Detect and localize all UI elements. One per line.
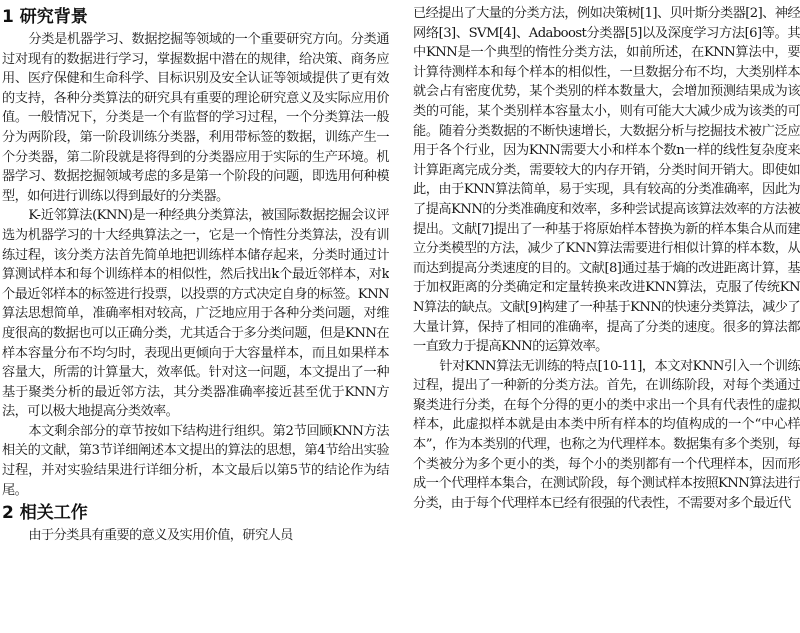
left-column <box>2 4 389 632</box>
paragraph-paper-organization: 本文剩余部分的章节按如下结构进行组织。第2节回顾KNN方法相关的文献，第3节详细阐述本文提出的算法的思想，第4节给出实验过程，并对实验结果进行详细分析，本文最后以第5节的结论作为结尾。 <box>2 423 389 498</box>
paragraph-related-work-continued: 已经提出了大量的分类方法，例如决策树[1]、贝叶斯分类器[2]、神经网络[3]、SVM[4]、Adaboost分类器[5]以及深度学习方法[6]等。其中KNN是一个典型的惰性分类方法，如前所述，在KNN算法中，要计算待测样本和每个样本的相似性，一旦数据分布不均，大类别样本就会占有密度优势，某个类别的样本数量大，会增加预测结果成为该类的可能，某个类别样本容量太小，则有可能大大减少成为该类的可能。随着分类数据的不断快速增长，大数据分析与挖掘技术被广泛应用于各个行业，因为KNN需要大小和样本个数n一样的线性复杂度来计算距离完成分类，需要较大的内存开销，分类时间开销大。即使如此，由于KNN算法简单，易于实现，具有较高的分类准确率，因此为了提高KNN的分类准确度和效率，多种尝试提高该算法效率的方法被提出。文献[7]提出了一种基于将原始样本替换为新的样本集合从而建立分类模型的方法，减少了KNN算法需要进行相似计算的样本数，从而达到提高分类速度的目的。文献[8]通过基于熵的改进距离计算，基于加权距离的分类确定和定量转换来改进KNN算法，克服了传统KNN算法的缺点。文献[9]构建了一种基于KNN的快速分类算法，减少了大量计算，保持了相同的准确率，提高了分类的速度。很多的算法都一直致力于提高KNN的运算效率。 <box>413 6 800 355</box>
paragraph-related-work-start: 由于分类具有重要的意义及实用价值，研究人员 <box>28 528 293 544</box>
paragraph-proposed-method: 针对KNN算法无训练的特点[10-11]，本文对KNN引入一个训练过程，提出了一种新的分类方法。首先，在训练阶段，对每个类通过聚类进行分类，在每个分得的更小的类中求出一个具有代表性的虚拟样本，此虚拟样本就是由本类中所有样本的均值构成的一个“中心样本”，作为本类别的代理，也称之为代理样本。数据集有多个类别，每个类被分为多个更小的类，每个小的类别都有一个代理样本，因而形成一个代理样本集合，在测试阶段，每个测试样本按照KNN算法进行分类，由于每个代理样本已经有很强的代表性，不需要对多个最近代 <box>413 358 800 511</box>
right-column <box>413 4 800 632</box>
paragraph-knn-intro: K-近邻算法(KNN)是一种经典分类算法，被国际数据挖掘会议评选为机器学习的十大经典算法之一，它是一个惰性分类算法，没有训练过程，该分类方法首先简单地把训练样本储存起来，分类时通过计算测试样本和每个训练样本的相似性，然后找出k个最近邻样本，对k个最近邻样本的标签进行投票，以投票的方式决定自身的标签。KNN算法思想简单，准确率相对较高，广泛地应用于各种分类问题，对维度很高的数据也可以正确分类，尤其适合于多分类问题，但是KNN在样本容量分布不均匀时，表现出更倾向于大容量样本，而且如果样本容量大，所需的计算量大，效率低。针对这一问题，本文提出了一种基于聚类分析的最近邻方法，其分类器准确率接近甚至优于KNN方法，可以极大地提高分类效率。 <box>2 208 389 420</box>
paragraph-classification-intro: 分类是机器学习、数据挖掘等领域的一个重要研究方向。分类通过对现有的数据进行学习，掌握数据中潜在的规律，给决策、商务应用、医疗保健和生命科学、目标识别及安全认证等领域提供了更有效的支持，各种分类算法的研究具有重要的理论研究意义及实际应用价值。一般情况下，分类是一个有监督的学习过程，一个分类算法一般分为两阶段，第一阶段训练分类器，利用带标签的数据，训练产生一个分类器，第二阶段就是将得到的分类器应用于实际的生产环境。机器学习、数据挖掘领域考虑的多是第一个阶段的问题，即选用何种模型，如何进行训练以得到最好的分类器。 <box>2 32 389 204</box>
section-heading-related-work: 2 相关工作 <box>2 503 88 524</box>
section-heading-research-background: 1 研究背景 <box>2 7 88 27</box>
